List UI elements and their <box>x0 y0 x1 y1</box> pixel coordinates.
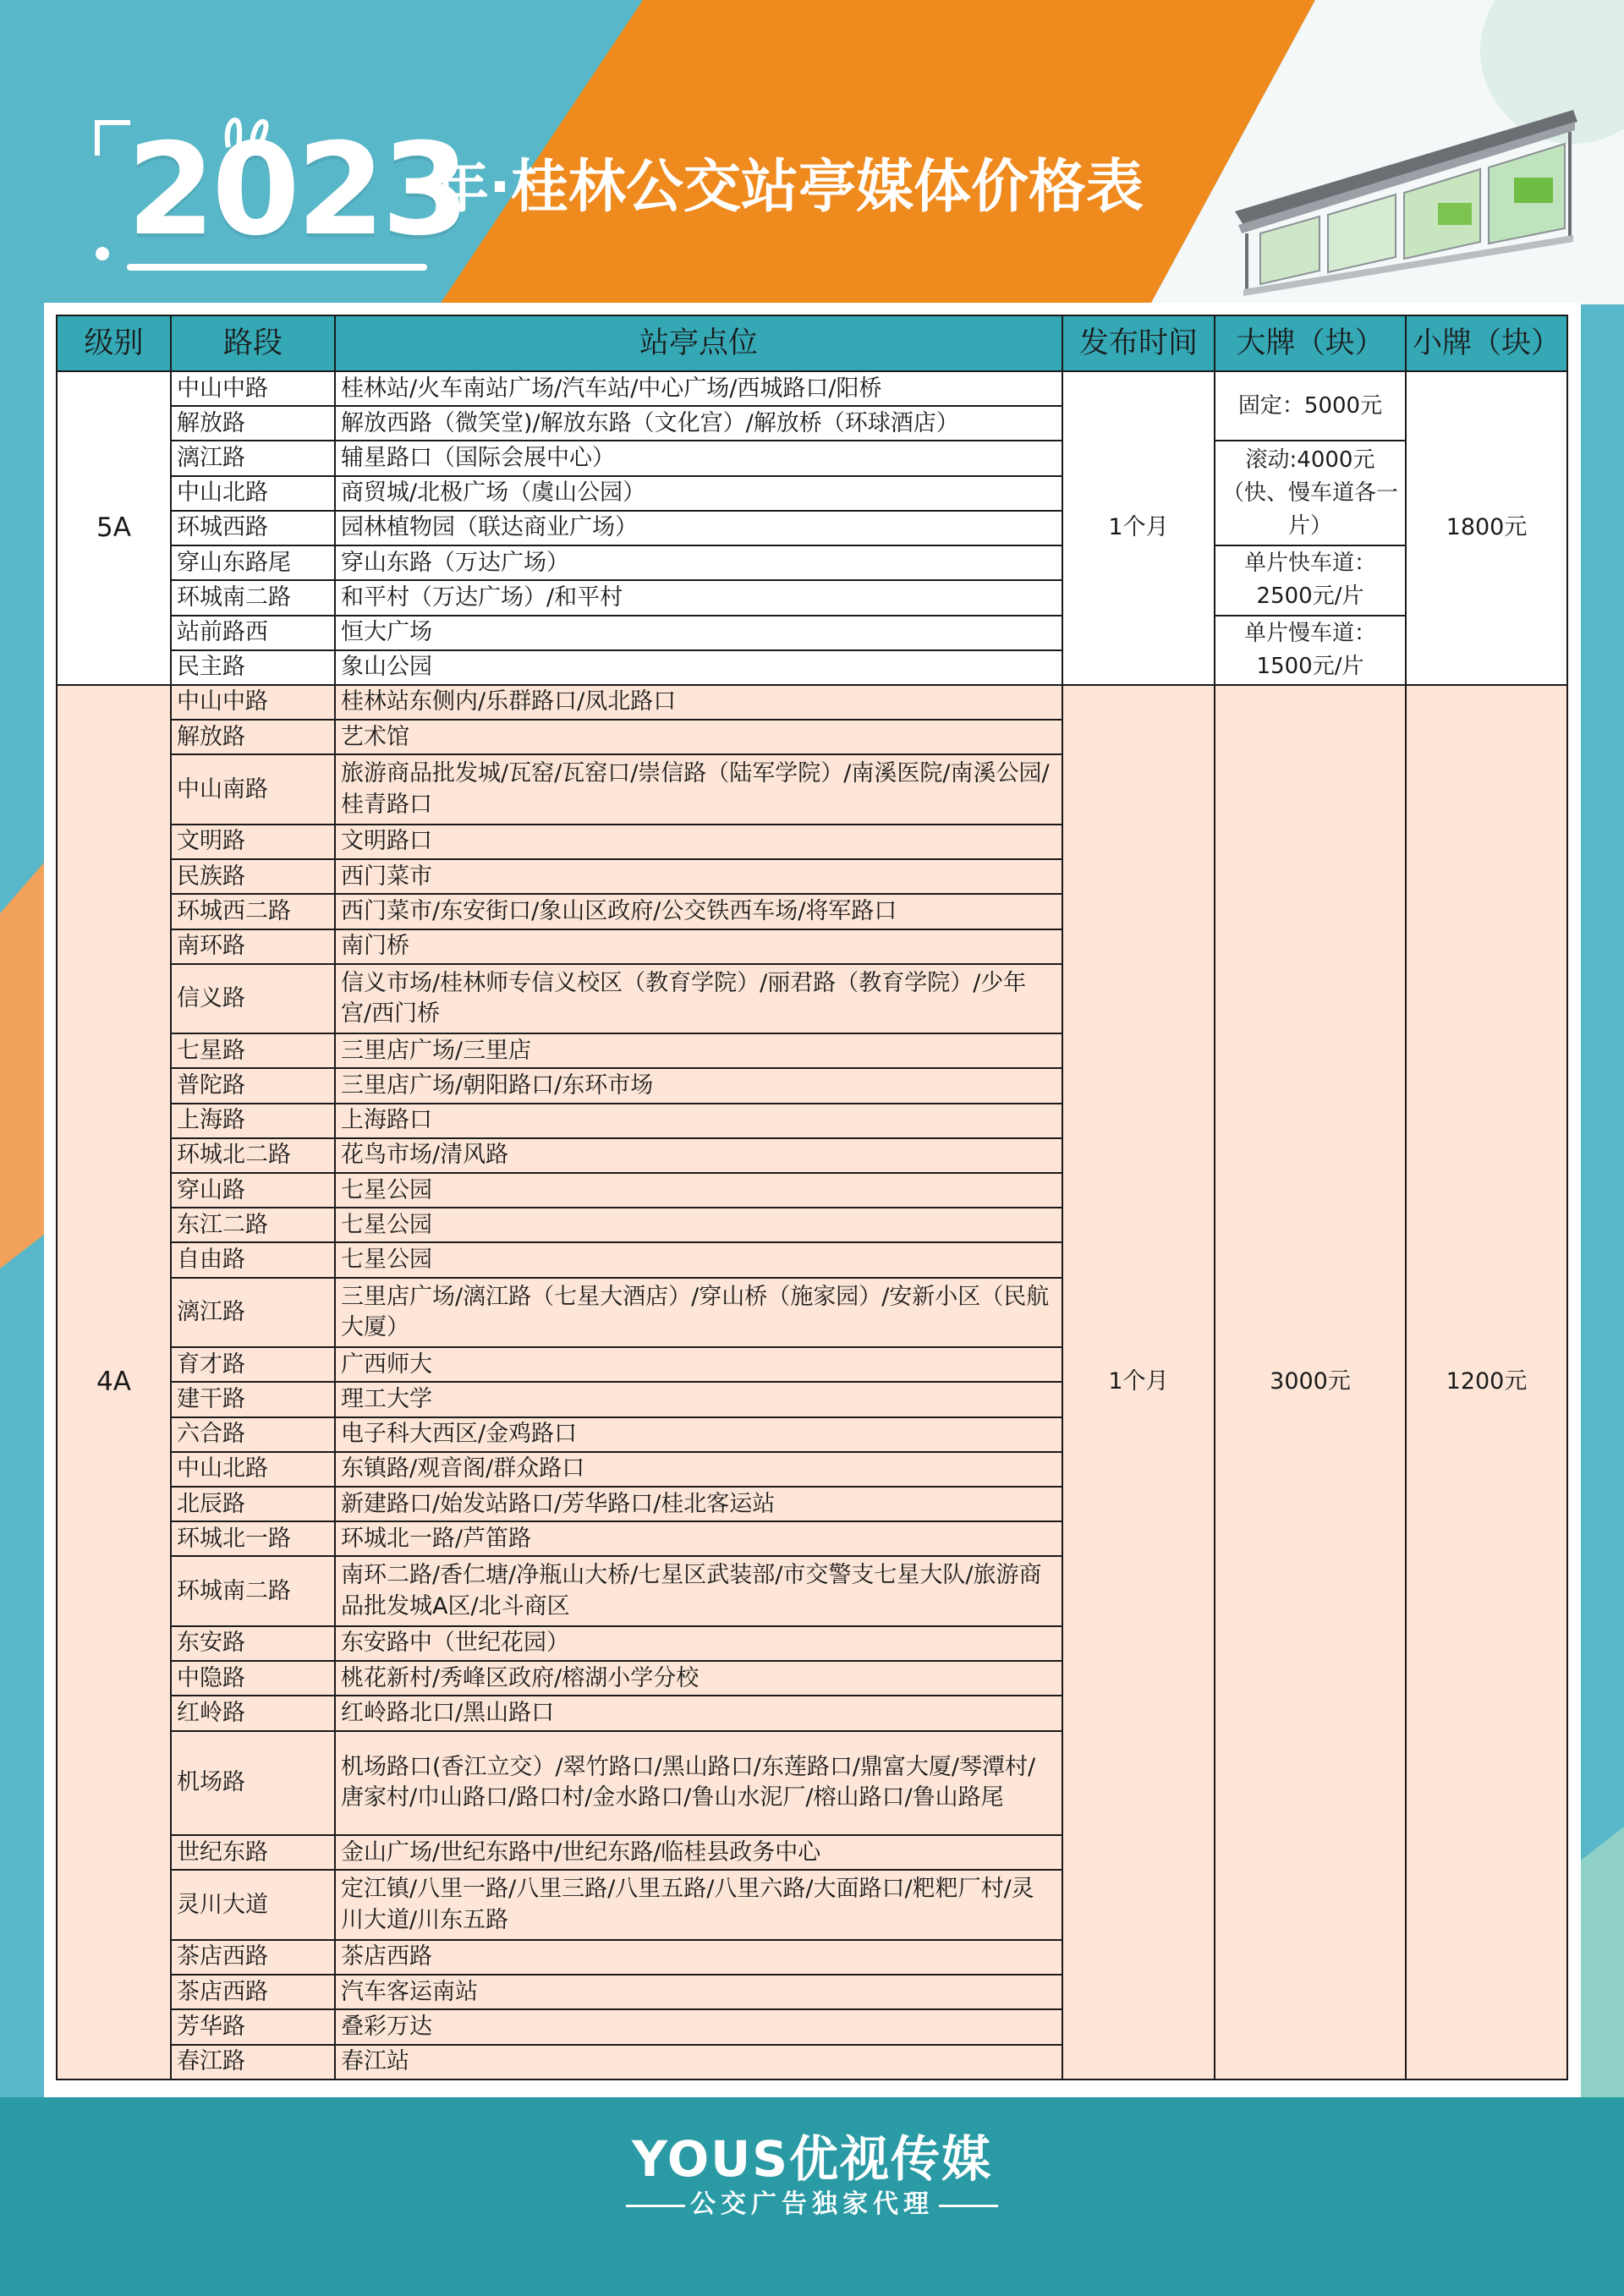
brand-tagline: 公交广告独家代理 <box>690 2189 934 2219</box>
level-cell: 5A <box>57 371 171 685</box>
stops-cell: 茶店西路 <box>335 1940 1062 1975</box>
stops-cell: 汽车客运南站 <box>335 1975 1062 2009</box>
road-cell: 信义路 <box>171 964 335 1033</box>
big-price-cell: 单片慢车道：1500元/片 <box>1215 616 1406 685</box>
stops-cell: 七星公园 <box>335 1242 1062 1277</box>
table-row <box>57 685 1567 720</box>
header-stops: 站亭点位 <box>335 315 1062 371</box>
road-cell: 上海路 <box>171 1104 335 1138</box>
road-cell: 北辰路 <box>171 1487 335 1521</box>
header-level: 级别 <box>57 315 171 371</box>
road-cell: 春江路 <box>171 2045 335 2080</box>
road-cell: 育才路 <box>171 1347 335 1382</box>
road-cell: 文明路 <box>171 825 335 859</box>
brand-name: YOUS优视传媒 <box>631 2130 993 2188</box>
road-cell: 东安路 <box>171 1626 335 1661</box>
stops-cell: 三里店广场/朝阳路口/东环市场 <box>335 1068 1062 1103</box>
bracket-decoration <box>95 120 130 156</box>
stops-cell: 叠彩万达 <box>335 2009 1062 2044</box>
road-cell: 七星路 <box>171 1033 335 1068</box>
road-cell: 中山中路 <box>171 371 335 406</box>
stops-cell: 红岭路北口/黑山路口 <box>335 1696 1062 1730</box>
stops-cell: 旅游商品批发城/瓦窑/瓦窑口/崇信路（陆军学院）/南溪医院/南溪公园/桂青路口 <box>335 754 1062 824</box>
stops-cell: 象山公园 <box>335 650 1062 685</box>
table-row <box>57 545 1567 580</box>
stops-cell: 上海路口 <box>335 1104 1062 1138</box>
header-small-board: 小牌（块） <box>1406 315 1567 371</box>
page-header <box>0 0 1624 304</box>
stops-cell: 恒大广场 <box>335 616 1062 650</box>
road-cell: 环城南二路 <box>171 1556 335 1625</box>
table-row <box>57 371 1567 406</box>
stops-cell: 新建路口/始发站路口/芳华路口/桂北客运站 <box>335 1487 1062 1521</box>
title-year: 2023 <box>127 117 467 264</box>
underline-decoration <box>127 264 427 271</box>
stops-cell: 南环二路/香仁塘/净瓶山大桥/七星区武装部/市交警支七星大队/旅游商品批发城A区/北斗商区 <box>335 1556 1062 1625</box>
road-cell: 建干路 <box>171 1382 335 1417</box>
stops-cell: 春江站 <box>335 2045 1062 2080</box>
stops-cell: 三里店广场/三里店 <box>335 1033 1062 1068</box>
road-cell: 茶店西路 <box>171 1975 335 2009</box>
stops-cell: 西门菜市 <box>335 859 1062 894</box>
road-cell: 穿山东路尾 <box>171 545 335 580</box>
road-cell: 灵川大道 <box>171 1870 335 1939</box>
stops-cell: 东镇路/观音阁/群众路口 <box>335 1452 1062 1487</box>
header-duration: 发布时间 <box>1062 315 1215 371</box>
big-price-cell: 滚动:4000元（快、慢车道各一片） <box>1215 441 1406 545</box>
road-cell: 中山中路 <box>171 685 335 720</box>
stops-cell: 金山广场/世纪东路中/世纪东路/临桂县政务中心 <box>335 1835 1062 1870</box>
stops-cell: 商贸城/北极广场（虞山公园） <box>335 476 1062 511</box>
road-cell: 站前路西 <box>171 616 335 650</box>
road-cell: 漓江路 <box>171 1278 335 1347</box>
duration-cell: 1个月 <box>1062 685 1215 2080</box>
stops-cell: 南门桥 <box>335 929 1062 964</box>
big-price-cell: 固定：5000元 <box>1215 371 1406 441</box>
stops-cell: 七星公园 <box>335 1173 1062 1208</box>
road-cell: 环城北二路 <box>171 1138 335 1173</box>
road-cell: 环城北一路 <box>171 1521 335 1556</box>
header-road: 路段 <box>171 315 335 371</box>
road-cell: 红岭路 <box>171 1696 335 1730</box>
stops-cell: 穿山东路（万达广场） <box>335 545 1062 580</box>
stops-cell: 桃花新村/秀峰区政府/榕湖小学分校 <box>335 1661 1062 1696</box>
road-cell: 漓江路 <box>171 441 335 475</box>
stops-cell: 电子科大西区/金鸡路口 <box>335 1417 1062 1452</box>
stops-cell: 辅星路口（国际会展中心） <box>335 441 1062 475</box>
road-cell: 机场路 <box>171 1731 335 1836</box>
road-cell: 茶店西路 <box>171 1940 335 1975</box>
road-cell: 六合路 <box>171 1417 335 1452</box>
stops-cell: 文明路口 <box>335 825 1062 859</box>
stops-cell: 解放西路（微笑堂)/解放东路（文化宫）/解放桥（环球酒店） <box>335 406 1062 441</box>
stops-cell: 三里店广场/漓江路（七星大酒店）/穿山桥（施家园）/安新小区（民航大厦） <box>335 1278 1062 1347</box>
small-price-cell: 1800元 <box>1406 371 1567 685</box>
stops-cell: 理工大学 <box>335 1382 1062 1417</box>
stops-cell: 园林植物园（联达商业广场） <box>335 511 1062 545</box>
big-price-cell: 单片快车道：2500元/片 <box>1215 545 1406 615</box>
road-cell: 自由路 <box>171 1242 335 1277</box>
road-cell: 中山南路 <box>171 754 335 824</box>
road-cell: 中隐路 <box>171 1661 335 1696</box>
header-row <box>57 315 1567 371</box>
big-price-cell: 3000元 <box>1215 685 1406 2080</box>
road-cell: 穿山路 <box>171 1173 335 1208</box>
road-cell: 环城南二路 <box>171 580 335 615</box>
road-cell: 中山北路 <box>171 1452 335 1487</box>
stops-cell: 七星公园 <box>335 1208 1062 1242</box>
header-big-board: 大牌（块） <box>1215 315 1406 371</box>
stops-cell: 信义市场/桂林师专信义校区（教育学院）/丽君路（教育学院）/少年宫/西门桥 <box>335 964 1062 1033</box>
stops-cell: 广西师大 <box>335 1347 1062 1382</box>
road-cell: 解放路 <box>171 720 335 754</box>
stops-cell: 东安路中（世纪花园） <box>335 1626 1062 1661</box>
road-cell: 中山北路 <box>171 476 335 511</box>
stops-cell: 和平村（万达广场）/和平村 <box>335 580 1062 615</box>
stops-cell: 西门菜市/东安街口/象山区政府/公交铁西车场/将军路口 <box>335 894 1062 929</box>
road-cell: 芳华路 <box>171 2009 335 2044</box>
table-row <box>57 616 1567 650</box>
duration-cell: 1个月 <box>1062 371 1215 685</box>
stops-cell: 定江镇/八里一路/八里三路/八里五路/八里六路/大面路口/粑粑厂村/灵川大道/川东五路 <box>335 1870 1062 1939</box>
road-cell: 民主路 <box>171 650 335 685</box>
road-cell: 普陀路 <box>171 1068 335 1103</box>
road-cell: 东江二路 <box>171 1208 335 1242</box>
level-cell: 4A <box>57 685 171 2080</box>
stops-cell: 桂林站东侧内/乐群路口/凤北路口 <box>335 685 1062 720</box>
tagline-rule-right <box>939 2205 998 2207</box>
stops-cell: 桂林站/火车南站广场/汽车站/中心广场/西城路口/阳桥 <box>335 371 1062 406</box>
table-row <box>57 441 1567 475</box>
page-title: 年·桂林公交站亭媒体价格表 <box>431 154 1144 221</box>
stops-cell: 花鸟市场/清风路 <box>335 1138 1062 1173</box>
dot-decoration <box>96 247 109 260</box>
table-body <box>57 371 1567 2080</box>
road-cell: 解放路 <box>171 406 335 441</box>
small-price-cell: 1200元 <box>1406 685 1567 2080</box>
road-cell: 环城西二路 <box>171 894 335 929</box>
bus-shelter-image <box>1226 93 1582 296</box>
stops-cell: 环城北一路/芦笛路 <box>335 1521 1062 1556</box>
stops-cell: 艺术馆 <box>335 720 1062 754</box>
road-cell: 南环路 <box>171 929 335 964</box>
stops-cell: 机场路口(香江立交）/翠竹路口/黑山路口/东莲路口/鼎富大厦/琴潭村/唐家村/巾山路口/路口村/金水路口/鲁山水泥厂/榕山路口/鲁山路尾 <box>335 1731 1062 1836</box>
road-cell: 民族路 <box>171 859 335 894</box>
road-cell: 世纪东路 <box>171 1835 335 1870</box>
price-table <box>56 315 1568 2080</box>
road-cell: 环城西路 <box>171 511 335 545</box>
